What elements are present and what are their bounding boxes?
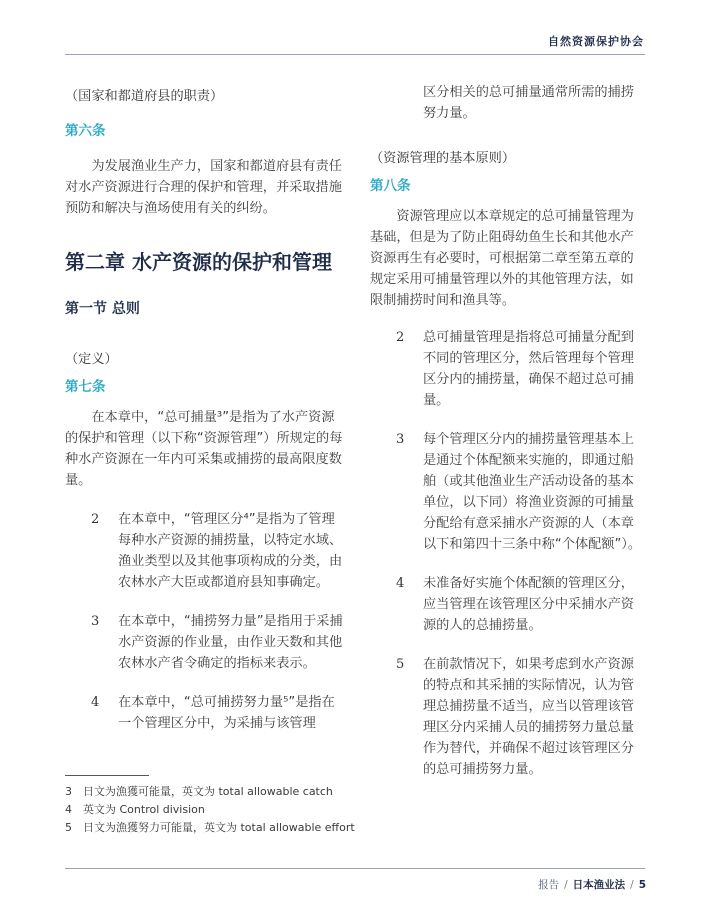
list-item xyxy=(370,573,646,636)
article-heading: 第八条 xyxy=(370,178,411,194)
item-number: 2 xyxy=(91,512,100,527)
left-column xyxy=(65,82,345,734)
footnote-text: 英文为 Control division xyxy=(83,803,205,816)
page-number: 5 xyxy=(638,879,646,891)
list-item xyxy=(370,654,646,780)
footnote xyxy=(65,819,395,837)
organization-name: 自然资源保护协会 xyxy=(548,35,644,48)
section-heading: （国家和都道府县的职责） xyxy=(65,89,224,104)
list-item xyxy=(370,429,646,555)
item-text: 在本章中，“捕捞努力量”是指用于采捕水产资源的作业量，由作业天数和其他农林水产省令确定的指标来表示。 xyxy=(118,614,343,671)
paragraph: 资源管理应以本章规定的总可捕量管理为基础，但是为了防止阻碍幼鱼生长和其他水产资源再生有必要时，可根据第二章至第五章的规定采用可捕量管理以外的其他管理方法，如限制捕捞时间和渔具等。 xyxy=(370,209,634,308)
footnote xyxy=(65,801,395,819)
item-text: 在前款情况下，如果考虑到水产资源的特点和其采捕的实际情况，认为管理总捕捞量不适当，应当以管理该管理区分内采捕人员的捕捞努力量总量作为替代，并确保不超过该管理区分的总可捕捞努力量。 xyxy=(423,657,634,777)
footnote-divider xyxy=(65,775,149,776)
footnote-number: 4 xyxy=(65,803,72,816)
list-item-continuation xyxy=(370,82,646,124)
right-column xyxy=(370,82,646,780)
footnote-number: 5 xyxy=(65,821,72,834)
article-heading: 第七条 xyxy=(65,379,106,395)
footnote-text: 日文为漁獲可能量，英文为 total allowable catch xyxy=(83,785,333,798)
footnote-text: 日文为漁獲努力可能量，英文为 total allowable effort xyxy=(83,821,355,834)
paragraph: 在本章中，“总可捕量³”是指为了水产资源的保护和管理（以下称“资源管理”）所规定的每种水产资源在一年内可采集或捕捞的最高限度数量。 xyxy=(65,410,343,488)
list-item xyxy=(370,327,646,411)
item-number: 3 xyxy=(396,432,405,447)
footnote xyxy=(65,783,395,801)
list-item xyxy=(65,692,345,734)
article-heading: 第六条 xyxy=(65,123,106,139)
report-title: 日本渔业法 xyxy=(572,879,626,891)
page-footer: 报告 / 日本渔业法 / 5 xyxy=(538,879,646,891)
footnotes xyxy=(65,783,395,837)
item-number: 4 xyxy=(396,576,405,591)
item-text: 区分相关的总可捕量通常所需的捕捞努力量。 xyxy=(423,85,634,121)
item-number: 4 xyxy=(91,695,100,710)
item-text: 总可捕量管理是指将总可捕量分配到不同的管理区分，然后管理每个管理区分内的捕捞量，确保不超过总可捕量。 xyxy=(423,330,634,408)
item-number: 5 xyxy=(396,657,405,672)
item-text: 在本章中，“总可捕捞努力量⁵”是指在一个管理区分中，为采捕与该管理 xyxy=(118,695,335,731)
item-text: 每个管理区分内的捕捞量管理基本上是通过个体配额来实施的，即通过船舶（或其他渔业生产活动设备的基本单位，以下同）将渔业资源的可捕量分配给有意采捕水产资源的人（本章以下和第四十三条中称“个体配额”）。 xyxy=(423,432,642,552)
section-heading: （定义） xyxy=(65,352,118,367)
section-heading: （资源管理的基本原则） xyxy=(370,151,516,166)
item-text: 在本章中，“管理区分⁴”是指为了管理每种水产资源的捕捞量，以特定水域、渔业类型以及其他事项构成的分类，由农林水产大臣或都道府县知事确定。 xyxy=(118,512,343,590)
footer-divider xyxy=(65,868,645,869)
report-label: 报告 xyxy=(538,879,560,891)
list-item xyxy=(65,509,345,593)
item-number: 3 xyxy=(91,614,100,629)
item-text: 未准备好实施个体配额的管理区分，应当管理在该管理区分中采捕水产资源的人的总捕捞量。 xyxy=(423,576,634,633)
footnote-number: 3 xyxy=(65,785,72,798)
list-item xyxy=(65,611,345,674)
paragraph: 为发展渔业生产力，国家和都道府县有责任对水产资源进行合理的保护和管理，并采取措施预防和解决与渔场使用有关的纠纷。 xyxy=(65,159,342,216)
section-title: 第一节 总则 xyxy=(65,301,140,317)
item-number: 2 xyxy=(396,330,405,345)
chapter-title: 第二章 水产资源的保护和管理 xyxy=(65,250,332,274)
header-divider xyxy=(65,54,645,55)
